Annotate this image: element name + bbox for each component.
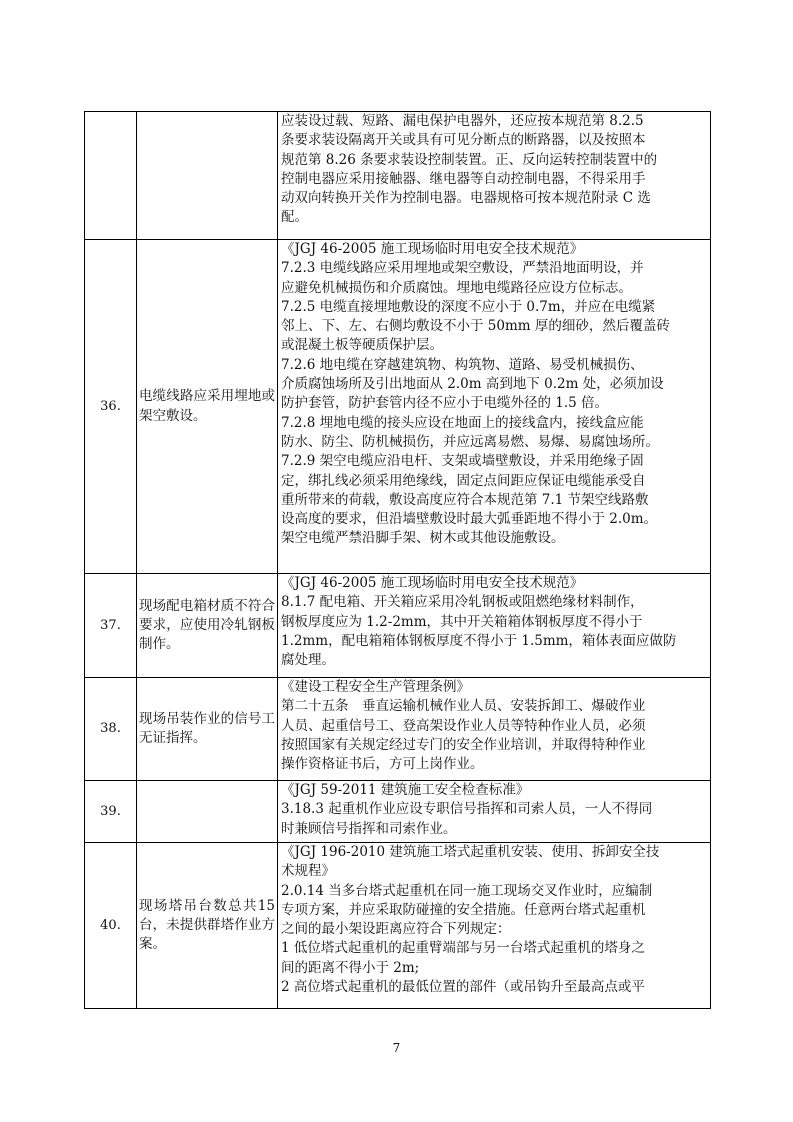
table-row <box>85 843 711 1009</box>
basis-line: 间的距离不得小于 2m; <box>281 959 420 976</box>
table-row <box>85 678 711 781</box>
basis-line: 重所带来的荷载，敷设高度应符合本规范第 7.1 节架空线路敷 <box>281 491 649 508</box>
basis-line: 《JGJ 46-2005 施工现场临时用电安全技术规范》 <box>281 575 584 591</box>
basis-line: 3.18.3 起重机作业应设专职信号指挥和司索人员，一人不得同 <box>281 801 653 818</box>
basis-line: 控制电器应采用接触器、继电器等自动控制电器，不得采用手 <box>281 170 646 187</box>
basis-line: 定，绑扎线必须采用绝缘线，固定点间距应保证电缆能承受自 <box>281 472 646 489</box>
row-number: 36. <box>85 240 137 574</box>
basis-line: 时兼顾信号指挥和司索作业。 <box>281 820 457 837</box>
basis-line: 架空电缆严禁沿脚手架、树木或其他设施敷设。 <box>281 530 565 547</box>
table-row <box>85 240 711 574</box>
regulation-basis <box>278 574 711 678</box>
basis-line: 《建设工程安全生产管理条例》 <box>281 679 470 695</box>
basis-line: 人员、起重信号工、登高架设作业人员等特种作业人员，必须 <box>281 717 646 734</box>
basis-line: 专项方案，并应采取防碰撞的安全措施。任意两台塔式起重机 <box>281 901 646 918</box>
basis-line: 钢板厚度应为 1.2-2mm，其中开关箱箱体钢板厚度不得小于 <box>281 613 643 630</box>
table-row <box>85 112 711 240</box>
basis-line: 操作资格证书后，方可上岗作业。 <box>281 756 484 773</box>
basis-line: 7.2.5 电缆直接埋地敷设的深度不应小于 0.7m，并应在电缆紧 <box>281 298 656 315</box>
regulation-basis <box>278 843 711 1009</box>
issue-description: 现场配电箱材质不符合要求，应使用冷轧钢板制作。 <box>137 574 278 678</box>
row-number <box>85 112 137 240</box>
basis-line: 7.2.8 埋地电缆的接头应设在地面上的接线盒内，接线盒应能 <box>281 414 644 431</box>
basis-line: 7.2.3 电缆线路应采用埋地或架空敷设，严禁沿地面明设，并 <box>281 260 644 277</box>
basis-line: 8.1.7 配电箱、开关箱应采用冷轧钢板或阻燃绝缘材料制作， <box>281 594 644 611</box>
basis-line: 动双向转换开关作为控制电器。电器规格可按本规范附录 C 选 <box>281 190 651 207</box>
row-number: 40. <box>85 843 137 1009</box>
regulation-basis <box>278 112 711 240</box>
issue-description <box>137 781 278 843</box>
basis-line: 2 高位塔式起重机的最低位置的部件（或吊钩升至最高点或平 <box>281 979 645 996</box>
regulation-basis <box>278 781 711 843</box>
issue-description: 现场吊装作业的信号工无证指挥。 <box>137 678 278 781</box>
basis-line: 7.2.9 架空电缆应沿电杆、支架或墙壁敷设，并采用绝缘子固 <box>281 453 644 470</box>
basis-line: 1.2mm，配电箱箱体钢板厚度不得小于 1.5mm，箱体表面应做防 <box>281 632 677 649</box>
basis-line: 设高度的要求，但沿墙壁敷设时最大弧垂距地不得小于 2.0m。 <box>281 511 658 528</box>
basis-line: 配。 <box>281 209 308 226</box>
basis-line: 规范第 8.26 条要求装设控制装置。正、反向运转控制装置中的 <box>281 151 658 168</box>
page-number: 7 <box>392 1041 401 1055</box>
issue-description: 现场塔吊台数总共15台，未提供群塔作业方案。 <box>137 843 278 1009</box>
basis-line: 应避免机械损伤和介质腐蚀。埋地电缆路径应设方位标志。 <box>281 279 632 296</box>
regulation-basis <box>278 240 711 574</box>
basis-line: 或混凝土板等硬质保护层。 <box>281 337 443 354</box>
basis-line: 2.0.14 当多台塔式起重机在同一施工现场交叉作业时，应编制 <box>281 882 653 899</box>
basis-line: 防水、防尘、防机械损伤，并应远离易燃、易爆、易腐蚀场所。 <box>281 433 659 450</box>
basis-line: 邻上、下、左、右侧均敷设不小于 50mm 厚的细砂，然后覆盖砖 <box>281 318 670 335</box>
row-number: 37. <box>85 574 137 678</box>
basis-line: 1 低位塔式起重机的起重臂端部与另一台塔式起重机的塔身之 <box>281 940 645 957</box>
basis-line: 防护套管，防护套管内径不应小于电缆外径的 1.5 倍。 <box>281 395 609 412</box>
row-number: 39. <box>85 781 137 843</box>
basis-line: 条要求装设隔离开关或具有可见分断点的断路器，以及按照本 <box>281 132 646 149</box>
basis-line: 应装设过载、短路、漏电保护电器外，还应按本规范第 8.2.5 <box>281 113 644 129</box>
table-row <box>85 574 711 678</box>
regulation-table <box>84 111 711 1009</box>
regulation-basis <box>278 678 711 781</box>
basis-line: 之间的最小架设距离应符合下列规定： <box>281 921 511 938</box>
basis-line: 按照国家有关规定经过专门的安全作业培训，并取得特种作业 <box>281 736 646 753</box>
basis-line: 第二十五条 垂直运输机械作业人员、安装拆卸工、爆破作业 <box>281 698 646 715</box>
basis-line: 介质腐蚀场所及引出地面从 2.0m 高到地下 0.2m 处，必须加设 <box>281 376 664 393</box>
row-number: 38. <box>85 678 137 781</box>
issue-description <box>137 112 278 240</box>
basis-line: 7.2.6 地电缆在穿越建筑物、构筑物、道路、易受机械损伤、 <box>281 356 644 373</box>
issue-description: 电缆线路应采用埋地或架空敷设。 <box>137 240 278 574</box>
basis-line: 《JGJ 196-2010 建筑施工塔式起重机安装、使用、拆卸安全技 <box>281 844 660 860</box>
basis-line: 腐处理。 <box>281 652 335 669</box>
basis-line: 《JGJ 59-2011 建筑施工安全检查标准》 <box>281 782 530 798</box>
table-row <box>85 781 711 843</box>
basis-line: 术规程》 <box>281 863 335 880</box>
basis-line: 《JGJ 46-2005 施工现场临时用电安全技术规范》 <box>281 241 584 257</box>
